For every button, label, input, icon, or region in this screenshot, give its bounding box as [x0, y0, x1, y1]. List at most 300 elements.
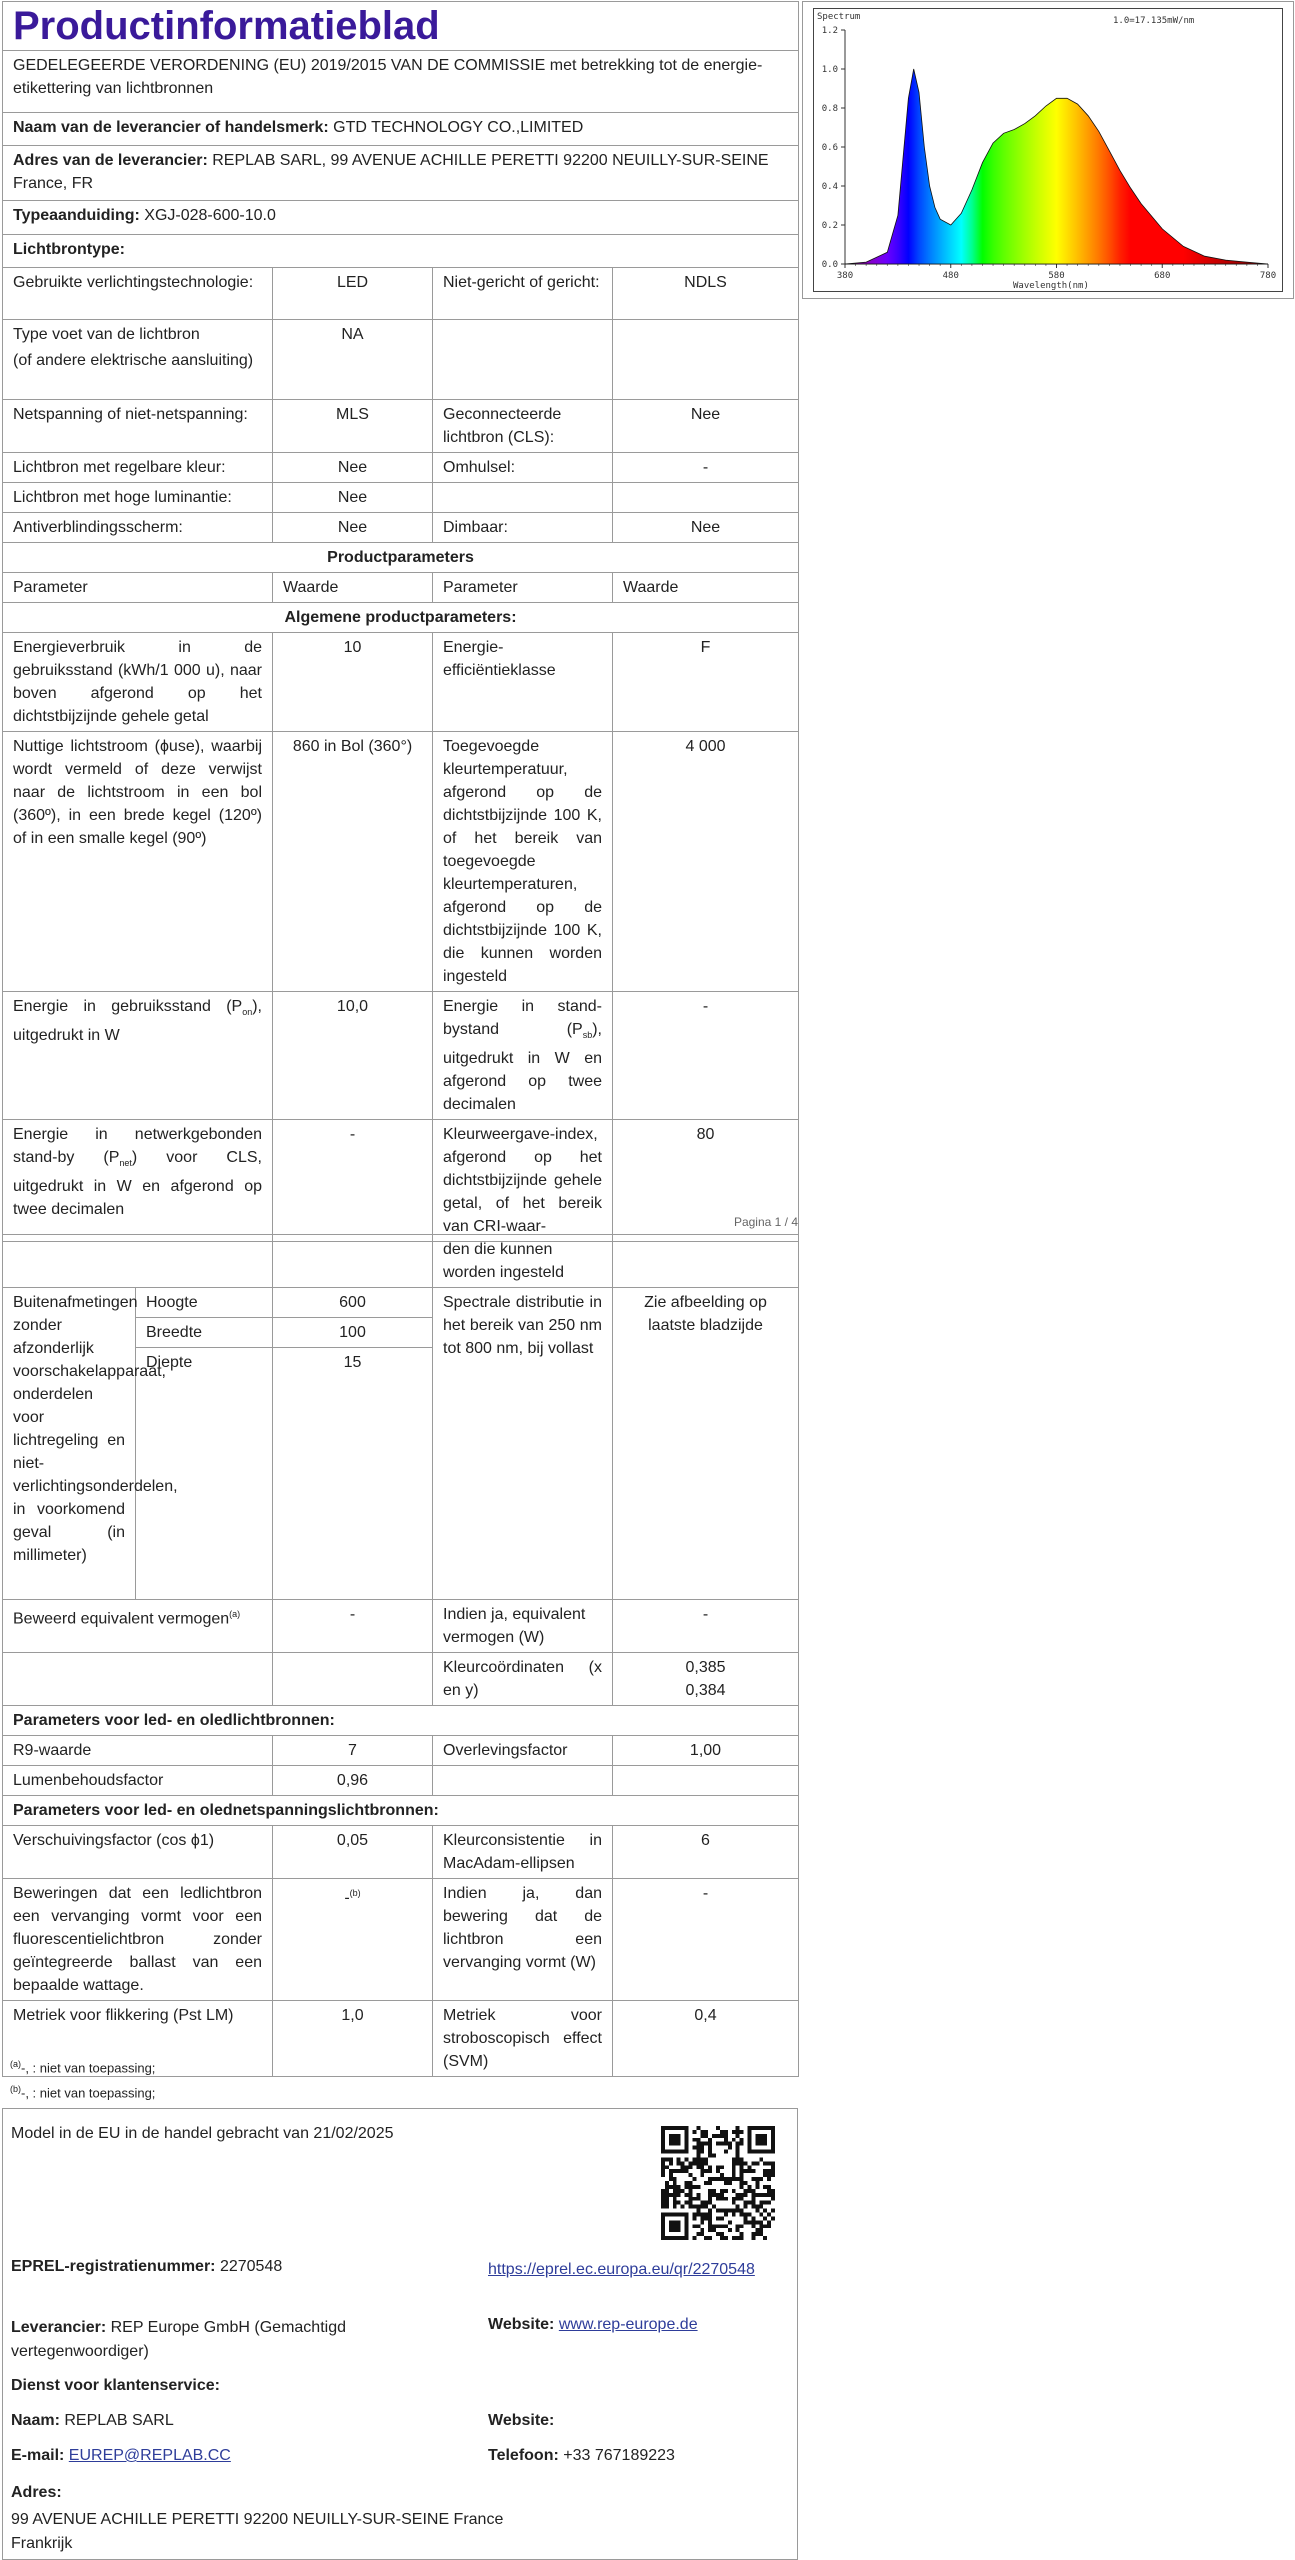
flicker-label: Metriek voor flikkering (Pst LM) [3, 2001, 273, 2077]
qr-finder [661, 2212, 689, 2216]
qr-module [755, 2161, 759, 2165]
qr-module [669, 2185, 673, 2189]
qr-module [685, 2165, 689, 2169]
equiv-value: - [613, 1600, 799, 1653]
height-value: 600 [273, 1288, 433, 1318]
spectrum-xlabel: Wavelength(nm) [1013, 281, 1089, 291]
qr-module [696, 2142, 700, 2146]
qr-module [685, 2157, 689, 2161]
qr-module [724, 2224, 728, 2228]
qr-module [708, 2189, 712, 2193]
x-tick-label: 780 [1259, 271, 1277, 281]
qr-module [689, 2193, 693, 2197]
qr-module [740, 2232, 744, 2236]
qr-module [661, 2165, 665, 2169]
qr-module [704, 2157, 708, 2161]
qr-finder [747, 2126, 775, 2130]
qr-finder [661, 2212, 665, 2240]
supplier2-label: Leverancier: [11, 2319, 107, 2336]
qr-module [708, 2169, 712, 2173]
qr-module [747, 2212, 751, 2216]
qr-module [763, 2209, 767, 2213]
qr-module [751, 2220, 755, 2224]
qr-module [767, 2185, 771, 2189]
qr-module [708, 2142, 712, 2146]
depth-label: Diepte [136, 1348, 273, 1600]
qr-module [763, 2169, 767, 2173]
qr-module [716, 2216, 720, 2220]
directional-label: Niet-gericht of gericht: [433, 268, 613, 320]
qr-module [681, 2169, 685, 2173]
param-header: Parameter [3, 573, 273, 603]
mains-value: MLS [273, 400, 433, 453]
qr-module [665, 2205, 669, 2209]
qr-module [712, 2177, 716, 2181]
directional-value: NDLS [613, 268, 799, 320]
qr-module [771, 2193, 775, 2197]
qr-module [677, 2201, 681, 2205]
qr-module [677, 2161, 681, 2165]
qr-module [692, 2177, 696, 2181]
qr-module [751, 2169, 755, 2173]
qr-module [720, 2173, 724, 2177]
qr-module [712, 2189, 716, 2193]
qr-module [740, 2173, 744, 2177]
led-params-heading: Parameters voor led- en oledlichtbronnen: [3, 1706, 799, 1736]
qr-module [712, 2228, 716, 2232]
efficiency-class-label: Energie-efficiëntieklasse [433, 633, 613, 732]
spectrum-peak-note: 1.0=17.135mW/nm [1113, 16, 1195, 26]
tech-value: LED [273, 268, 433, 320]
qr-module [708, 2209, 712, 2213]
qr-module [720, 2197, 724, 2201]
y-tick-label: 0.6 [821, 143, 838, 153]
qr-module [704, 2216, 708, 2220]
claimed-label: Beweerd equivalent vermogen [13, 1610, 230, 1628]
qr-module [708, 2212, 712, 2216]
qr-module [744, 2205, 748, 2209]
qr-module [763, 2161, 767, 2165]
qr-module [763, 2193, 767, 2197]
qr-module [708, 2154, 712, 2158]
y-tick-label: 0.0 [821, 260, 838, 270]
qr-module [696, 2232, 700, 2236]
cri-value: 80 [613, 1120, 799, 1242]
qr-module [700, 2134, 704, 2138]
qr-module [732, 2209, 736, 2213]
qr-module [755, 2228, 759, 2232]
footnote-a-text: -, : niet van toepassing; [21, 2060, 156, 2076]
lumen-maint-value: 0,96 [273, 1766, 433, 1796]
qr-module [744, 2169, 748, 2173]
qr-module [689, 2181, 693, 2185]
qr-module [696, 2146, 700, 2150]
qr-module [740, 2130, 744, 2134]
qr-module [692, 2185, 696, 2189]
qr-finder [661, 2236, 689, 2240]
cct-label: Toegevoegde kleurtemperatuur, afgerond op de dichtstbijzijnde 100 K, of het bereik van toegevoegde kleurtemperaturen, afgerond op de dichtstbijzijnde 100 K, die kunnen worden ingesteld [433, 732, 613, 992]
qr-module [736, 2161, 740, 2165]
qr-module [736, 2142, 740, 2146]
qr-module [767, 2212, 771, 2216]
qr-module [716, 2232, 720, 2236]
svm-value: 0,4 [613, 2001, 799, 2077]
y-tick-label: 1.2 [821, 26, 838, 36]
qr-module [665, 2201, 669, 2205]
qr-module [700, 2146, 704, 2150]
continuation-table [2, 1234, 799, 2077]
qr-module [740, 2236, 744, 2240]
cs-email-link[interactable]: EUREP@REPLAB.CC [68, 2447, 231, 2464]
qr-module [692, 2205, 696, 2209]
qr-module [696, 2161, 700, 2165]
qr-module [689, 2189, 693, 2193]
qr-module [736, 2236, 740, 2240]
qr-module [724, 2134, 728, 2138]
qr-module [673, 2197, 677, 2201]
qr-module [712, 2134, 716, 2138]
eprel-link[interactable]: https://eprel.ec.europa.eu/qr/2270548 [488, 2261, 755, 2278]
qr-module [677, 2169, 681, 2173]
qr-module [685, 2169, 689, 2173]
high-luminance-label: Lichtbron met hoge luminantie: [3, 483, 273, 513]
qr-module [736, 2177, 740, 2181]
qr-module [673, 2169, 677, 2173]
psb-label: Energie in stand-bystand (P [443, 998, 602, 1038]
qr-module [720, 2142, 724, 2146]
qr-finder [669, 2134, 681, 2146]
qr-module [704, 2130, 708, 2134]
eprel-label: EPREL-registratienummer: [11, 2258, 216, 2275]
footnote-a-mark: (a) [10, 2059, 21, 2069]
qr-module [689, 2197, 693, 2201]
qr-module [669, 2177, 673, 2181]
qr-module [740, 2224, 744, 2228]
website-link[interactable]: www.rep-europe.de [558, 2316, 698, 2333]
claimed-value: - [273, 1600, 433, 1653]
qr-module [751, 2236, 755, 2240]
qr-module [720, 2189, 724, 2193]
pon-value: 10,0 [273, 992, 433, 1120]
qr-module [661, 2169, 665, 2173]
cri-label-continued: den die kunnen worden ingesteld [433, 1235, 613, 1288]
survival-label: Overlevingsfactor [433, 1736, 613, 1766]
footnote-b [10, 2080, 155, 2102]
qr-module [763, 2173, 767, 2177]
qr-module [696, 2209, 700, 2213]
qr-module [740, 2193, 744, 2197]
qr-module [751, 2201, 755, 2205]
led-mains-params-heading: Parameters voor led- en olednetspanningslichtbronnen: [3, 1796, 799, 1826]
qr-module [661, 2161, 665, 2165]
qr-module [759, 2177, 763, 2181]
cap-label-sub: (of andere elektrische aansluiting) [13, 352, 254, 369]
qr-module [716, 2169, 720, 2173]
qr-module [724, 2150, 728, 2154]
qr-module [681, 2189, 685, 2193]
qr-module [696, 2193, 700, 2197]
qr-module [696, 2205, 700, 2209]
qr-module [751, 2224, 755, 2228]
qr-finder [661, 2126, 665, 2154]
qr-module [740, 2161, 744, 2165]
qr-module [732, 2161, 736, 2165]
qr-module [720, 2236, 724, 2240]
eprel-number: 2270548 [219, 2258, 283, 2275]
y-tick-label: 1.0 [821, 65, 838, 75]
efficiency-class-value: F [613, 633, 799, 732]
placed-on-market: Model in de EU in de handel gebracht van 21/02/2025 [11, 2125, 394, 2142]
value-header-2: Waarde [613, 573, 799, 603]
page-number: Pagina 1 / 4 [733, 1215, 798, 1229]
qr-module [736, 2157, 740, 2161]
qr-module [665, 2193, 669, 2197]
flux-value: 860 in Bol (360°) [273, 732, 433, 992]
qr-module [689, 2185, 693, 2189]
qr-module [696, 2157, 700, 2161]
qr-module [692, 2197, 696, 2201]
param-header-2: Parameter [433, 573, 613, 603]
qr-module [708, 2197, 712, 2201]
qr-module [708, 2220, 712, 2224]
qr-module [767, 2189, 771, 2193]
pon-label: Energie in gebruiksstand (P [13, 998, 243, 1015]
qr-module [696, 2224, 700, 2228]
qr-module [767, 2201, 771, 2205]
qr-module [716, 2197, 720, 2201]
qr-module [759, 2224, 763, 2228]
replacement-claim2-label: Indien ja, dan bewering dat de lichtbron een vervanging vormt (W) [433, 1879, 613, 2001]
tech-label: Gebruikte verlichtingstechnologie: [3, 268, 273, 320]
header-table [2, 1, 799, 1242]
pnet-value: - [273, 1120, 433, 1242]
flux-label: Nuttige lichtstroom (ϕuse), waarbij wordt vermeld of deze verwijst naar de lichtstroom in een bol (360º), in een brede kegel (120º) of in een smalle kegel (90º) [3, 732, 273, 992]
qr-module [751, 2232, 755, 2236]
qr-module [744, 2181, 748, 2185]
qr-module [700, 2173, 704, 2177]
qr-module [692, 2146, 696, 2150]
qr-code-icon [661, 2126, 775, 2240]
qr-module [755, 2205, 759, 2209]
qr-module [700, 2165, 704, 2169]
qr-module [700, 2169, 704, 2173]
qr-module [732, 2236, 736, 2240]
qr-module [759, 2201, 763, 2205]
footnote-b-text: -, : niet van toepassing; [21, 2085, 156, 2101]
qr-module [759, 2205, 763, 2209]
qr-module [759, 2232, 763, 2236]
qr-module [732, 2212, 736, 2216]
r9-value: 7 [273, 1736, 433, 1766]
qr-module [685, 2181, 689, 2185]
qr-module [755, 2177, 759, 2181]
qr-module [771, 2169, 775, 2173]
qr-module [661, 2189, 665, 2193]
qr-module [763, 2201, 767, 2205]
qr-module [732, 2157, 736, 2161]
spectrum-plot [813, 8, 1283, 292]
qr-module [700, 2205, 704, 2209]
qr-module [704, 2205, 708, 2209]
qr-module [751, 2216, 755, 2220]
general-params-heading: Algemene productparameters: [3, 603, 799, 633]
qr-module [728, 2181, 732, 2185]
qr-module [708, 2228, 712, 2232]
qr-module [720, 2209, 724, 2213]
qr-finder [669, 2220, 681, 2232]
qr-module [744, 2220, 748, 2224]
qr-module [763, 2185, 767, 2189]
qr-module [747, 2201, 751, 2205]
qr-module [767, 2177, 771, 2181]
cs-email-label: E-mail: [11, 2447, 65, 2464]
qr-module [724, 2209, 728, 2213]
qr-module [767, 2169, 771, 2173]
qr-module [720, 2216, 724, 2220]
qr-module [700, 2157, 704, 2161]
qr-module [689, 2201, 693, 2205]
qr-module [692, 2130, 696, 2134]
qr-module [689, 2205, 693, 2209]
qr-module [736, 2228, 740, 2232]
qr-module [665, 2185, 669, 2189]
x-tick-label: 480 [942, 271, 959, 281]
qr-module [724, 2177, 728, 2181]
qr-module [700, 2201, 704, 2205]
qr-module [728, 2220, 732, 2224]
qr-module [740, 2185, 744, 2189]
qr-module [771, 2197, 775, 2201]
qr-module [724, 2236, 728, 2240]
cs-name-value: REPLAB SARL [64, 2412, 174, 2429]
qr-module [716, 2126, 720, 2130]
qr-module [700, 2150, 704, 2154]
qr-module [669, 2173, 673, 2177]
qr-module [661, 2201, 665, 2205]
high-luminance-value: Nee [273, 483, 433, 513]
qr-module [708, 2146, 712, 2150]
qr-finder [747, 2126, 751, 2154]
spd-label: Spectrale distributie in het bereik van 250 nm tot 800 nm, bij vollast [433, 1288, 613, 1600]
qr-module [716, 2209, 720, 2213]
qr-module [732, 2177, 736, 2181]
qr-module [747, 2189, 751, 2193]
qr-module [696, 2165, 700, 2169]
qr-module [736, 2193, 740, 2197]
energy-on-value: 10 [273, 633, 433, 732]
x-tick-label: 380 [836, 271, 854, 281]
width-value: 100 [273, 1318, 433, 1348]
qr-module [736, 2197, 740, 2201]
qr-module [767, 2224, 771, 2228]
qr-module [696, 2185, 700, 2189]
y-tick-label: 0.4 [821, 182, 838, 192]
qr-module [732, 2169, 736, 2173]
qr-module [744, 2189, 748, 2193]
qr-module [673, 2193, 677, 2197]
macadam-value: 6 [613, 1826, 799, 1879]
qr-module [767, 2220, 771, 2224]
qr-module [767, 2193, 771, 2197]
lumen-maint-label: Lumenbehoudsfactor [3, 1766, 273, 1796]
qr-module [712, 2205, 716, 2209]
anti-glare-label: Antiverblindingsscherm: [3, 513, 273, 543]
qr-module [736, 2154, 740, 2158]
qr-finder [755, 2134, 767, 2146]
qr-module [736, 2134, 740, 2138]
product-params-heading: Productparameters [3, 543, 799, 573]
qr-module [740, 2157, 744, 2161]
qr-module [755, 2185, 759, 2189]
height-label: Hoogte [136, 1288, 273, 1318]
qr-module [736, 2150, 740, 2154]
cap-label: Type voet van de lichtbron [13, 326, 200, 343]
qr-module [740, 2177, 744, 2181]
pnet-label: Energie in netwerkgebonden stand-by (P [13, 1126, 262, 1167]
qr-module [728, 2142, 732, 2146]
qr-module [744, 2212, 748, 2216]
qr-module [771, 2173, 775, 2177]
spectrum-chart [802, 1, 1294, 299]
qr-finder [685, 2212, 689, 2240]
depth-value: 15 [273, 1348, 433, 1600]
qr-module [747, 2220, 751, 2224]
colour-tunable-value: Nee [273, 453, 433, 483]
qr-module [724, 2197, 728, 2201]
cct-value: 4 000 [613, 732, 799, 992]
qr-module [740, 2209, 744, 2213]
macadam-label: Kleurconsistentie in MacAdam-ellipsen [433, 1826, 613, 1879]
qr-module [692, 2236, 696, 2240]
website-label: Website: [488, 2316, 555, 2333]
qr-module [740, 2165, 744, 2169]
qr-module [716, 2224, 720, 2228]
displacement-value: 0,05 [273, 1826, 433, 1879]
svm-label: Metriek voor stroboscopisch effect (SVM) [433, 2001, 613, 2077]
qr-module [716, 2134, 720, 2138]
qr-module [708, 2138, 712, 2142]
qr-module [665, 2165, 669, 2169]
qr-module [744, 2216, 748, 2220]
replacement-claim-label: Beweringen dat een ledlichtbron een vervanging vormt voor een fluorescentielichtbron zonder geïntegreerde ballast van een bepaalde wattage. [3, 1879, 273, 2001]
qr-module [744, 2193, 748, 2197]
qr-module [732, 2197, 736, 2201]
qr-module [728, 2209, 732, 2213]
footnote-b-mark: (b) [10, 2084, 21, 2094]
qr-finder [661, 2150, 689, 2154]
qr-module [732, 2173, 736, 2177]
regulation-text: GEDELEGEERDE VERORDENING (EU) 2019/2015 VAN DE COMMISSIE met betrekking tot de energie-etikettering van lichtbronnen [3, 51, 799, 113]
qr-module [708, 2224, 712, 2228]
cri-label: Kleurweergave-index, afgerond op het dichtstbijzijnde gehele getal, of het bereik van CRI-waar- [433, 1120, 613, 1242]
qr-module [685, 2185, 689, 2189]
qr-module [700, 2161, 704, 2165]
qr-module [673, 2205, 677, 2209]
qr-module [673, 2177, 677, 2181]
qr-finder [771, 2126, 775, 2154]
qr-finder [747, 2150, 775, 2154]
qr-module [673, 2201, 677, 2205]
pon-label-end: ), uitgedrukt in W [13, 998, 262, 1045]
width-label: Breedte [136, 1318, 273, 1348]
qr-module [736, 2224, 740, 2228]
qr-module [751, 2177, 755, 2181]
qr-module [708, 2193, 712, 2197]
qr-module [677, 2193, 681, 2197]
qr-module [708, 2181, 712, 2185]
qr-module [665, 2189, 669, 2193]
qr-finder [661, 2126, 689, 2130]
